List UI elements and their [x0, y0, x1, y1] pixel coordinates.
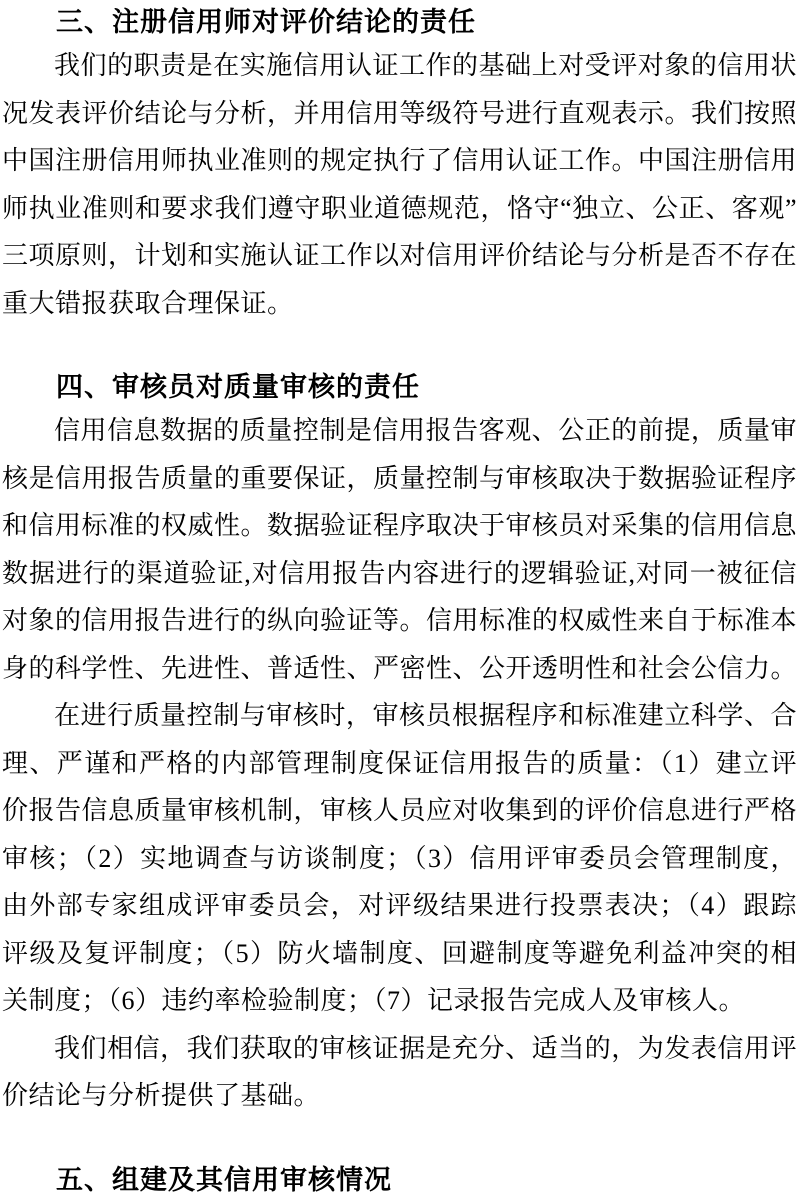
section-4-paragraph-3: 我们相信，我们获取的审核证据是充分、适当的，为发表信用评价结论与分析提供了基础。: [2, 1033, 797, 1110]
section-4-paragraph-2: 在进行质量控制与审核时，审核员根据程序和标准建立科学、合理、严谨和严格的内部管理制度保证信用报告的质量：（1）建立评价报告信息质量审核机制，审核人员应对收集到的评价信息进行严格审核；（2）实地调查与访谈制度；（3）信用评审委员会管理制度，由外部专家组成评审委员会，对评级结果进行投票表决；（4）跟踪评级及复评制度；（5）防火墙制度、回避制度等避免利益冲突的相关制度；（6）违约率检验制度；（7）记录报告完成人及审核人。: [2, 701, 798, 1015]
section-3-paragraph-1: 我们的职责是在实施信用认证工作的基础上对受评对象的信用状况发表评价结论与分析，并用信用等级符号进行直观表示。我们按照中国注册信用师执业准则的规定执行了信用认证工作。中国注册信用师执业准则和要求我们遵守职业道德规范，恪守“独立、公正、客观”三项原则，计划和实施认证工作以对信用评价结论与分析是否不存在重大错报获取合理保证。: [2, 51, 798, 318]
section-heading-5: 五、组建及其信用审核情况: [56, 1164, 392, 1195]
section-heading-3: 三、注册信用师对评价结论的责任: [56, 7, 476, 37]
section-heading-4: 四、审核员对质量审核的责任: [56, 372, 420, 402]
section-4-paragraph-1: 信用信息数据的质量控制是信用报告客观、公正的前提，质量审核是信用报告质量的重要保证，质量控制与审核取决于数据验证程序和信用标准的权威性。数据验证程序取决于审核员对采集的信用信息数据进行的渠道验证,对信用报告内容进行的逻辑验证,对同一被征信对象的信用报告进行的纵向验证等。信用标准的权威性来自于标准本身的科学性、先进性、普适性、严密性、公开透明性和社会公信力。: [2, 416, 798, 683]
